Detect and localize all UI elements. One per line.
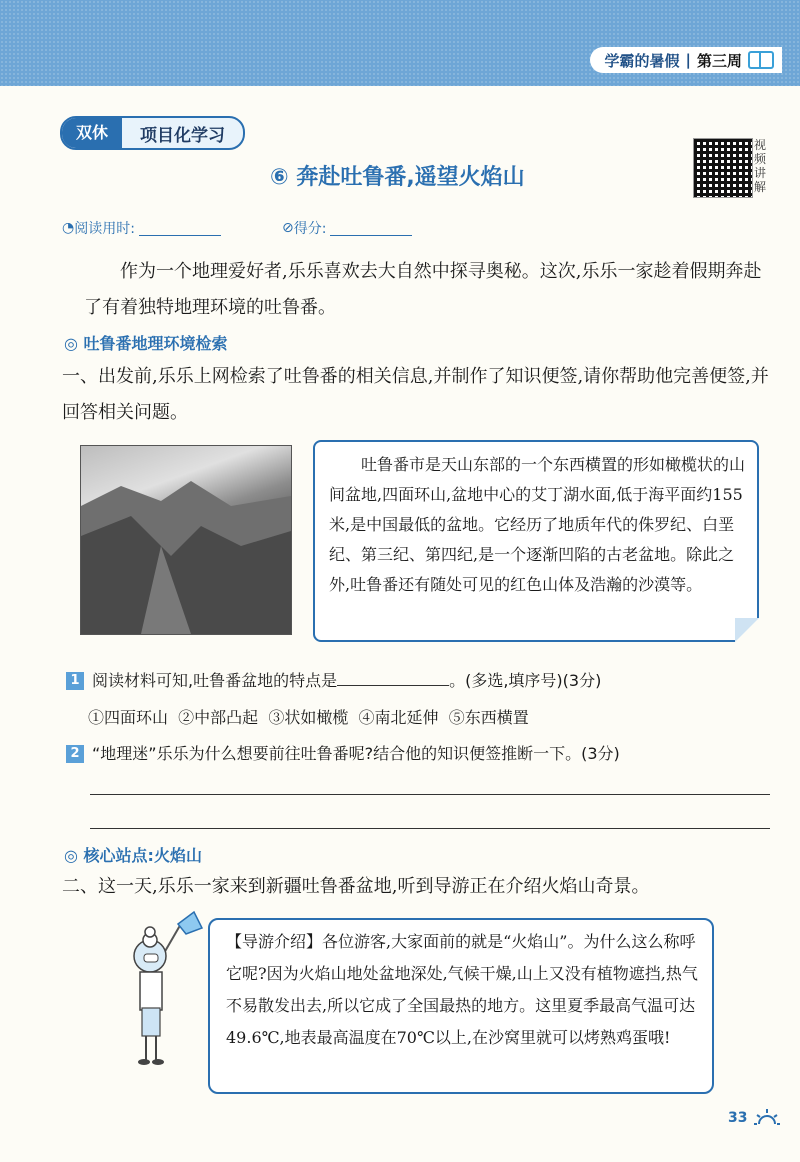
section-marker: ◎ [64,334,78,353]
answer-line[interactable] [90,828,770,829]
score [282,218,412,238]
section-title: 核心站点:火焰山 [83,846,202,865]
score-blank[interactable] [330,221,412,236]
series-separator: | [685,51,691,69]
check-icon: ⊘ [282,220,294,236]
task-1: 一、出发前,乐乐上网检索了吐鲁番的相关信息,并制作了知识便签,请你帮助他完善便签,并回答相关问题。 [62,366,769,423]
girl-illustration [120,910,210,1070]
project-label: 项目化学习 [140,125,226,146]
intro-paragraph: 作为一个地理爱好者,乐乐喜欢去大自然中探寻奥秘。这次,乐乐一家趁着假期奔赴了有着独特地理环境的吐鲁番。 [84,261,762,318]
clock-icon: ◔ [62,220,75,236]
reading-time [62,218,221,238]
series-name: 学霸的暑假 [604,51,680,70]
question-1-options: ①四面环山 ②中部凸起 ③状如橄榄 ④南北延伸 ⑤东西横置 [88,708,529,727]
question-1-number: 1 [66,672,84,690]
guide-intro-box [208,918,714,1094]
page-number: 33 [728,1110,748,1126]
title-text: 奔赴吐鲁番,遥望火焰山 [296,165,525,190]
question-1-suffix: 。(多选,填序号)(3分) [449,671,602,690]
header-banner [0,0,800,86]
reading-time-blank[interactable] [139,221,221,236]
task-2: 二、这一天,乐乐一家来到新疆吐鲁番盆地,听到导游正在介绍火焰山奇景。 [62,876,650,897]
question-1-blank[interactable] [337,671,449,686]
series-tag [590,47,782,73]
qr-label: 视频讲解 [754,138,767,194]
answer-line[interactable] [90,794,770,795]
project-pill [60,116,245,150]
page-title [270,160,525,191]
section-title: 吐鲁番地理环境检索 [83,334,228,353]
question-2 [66,741,620,764]
qr-code[interactable] [693,138,753,198]
note-fold [735,618,759,642]
note-text: 吐鲁番市是天山东部的一个东西横置的形如橄榄状的山间盆地,四面环山,盆地中心的艾丁湖水面,低于海平面约155米,是中国最低的盆地。它经历了地质年代的侏罗纪、白垩纪、第三纪、第四纪,是一个逐渐凹陷的古老盆地。除此之外,吐鲁番还有随处可见的红色山体及浩瀚的沙漠等。 [329,455,746,594]
landscape-photo [80,445,292,635]
question-2-number: 2 [66,745,84,763]
section-heading-1 [64,331,228,354]
title-number: ⑥ [270,165,289,190]
question-2-text: “地理迷”乐乐为什么想要前往吐鲁番呢?结合他的知识便签推断一下。(3分) [92,744,620,763]
guide-text: 【导游介绍】各位游客,大家面前的就是“火焰山”。为什么这么称呼它呢?因为火焰山地处盆地深处,气候干燥,山上又没有植物遮挡,热气不易散发出去,所以它成了全国最热的地方。这里夏季最高气温可达49.6℃,地表最高温度在70℃以上,在沙窝里就可以烤熟鸡蛋哦! [226,932,698,1047]
week-label: 第三周 [696,51,742,70]
reading-time-label: 阅读用时: [74,221,135,237]
project-tag: 双休 [62,118,122,148]
score-label: 得分: [293,221,327,237]
section-heading-2 [64,843,202,866]
question-1-text: 阅读材料可知,吐鲁番盆地的特点是 [92,671,338,690]
knowledge-note [313,440,759,642]
sun-icon [754,1106,780,1130]
question-1 [66,668,601,691]
section-marker: ◎ [64,846,78,865]
book-icon [748,51,774,69]
